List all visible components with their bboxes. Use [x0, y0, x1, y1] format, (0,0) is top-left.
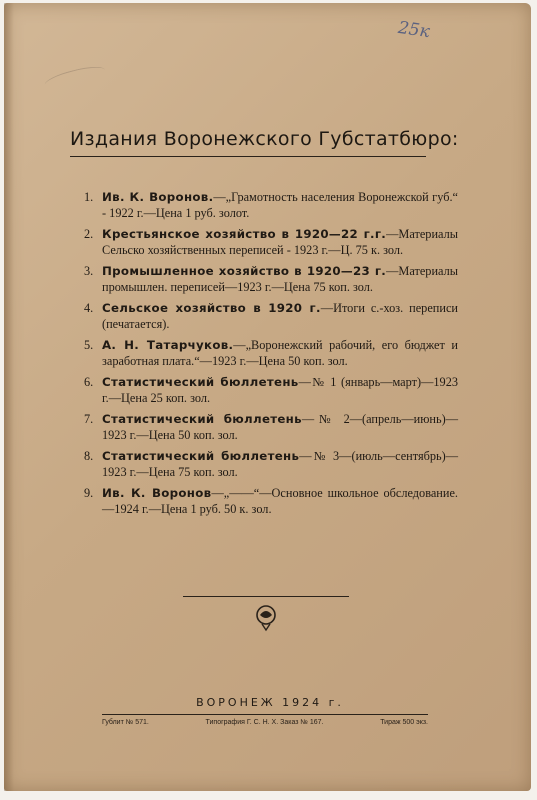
list-item	[84, 486, 458, 517]
item-number: 6.	[84, 375, 94, 389]
item-heading: Ив. К. Воронов.	[102, 190, 214, 204]
item-description: —„Грамотность населения Воронежской губ.“ - 1922 г.—Цена 1 руб. золот.	[102, 190, 458, 220]
item-description: —Итоги с.-хоз. переписи (печатается).	[102, 301, 458, 331]
item-heading: А. Н. Татарчуков.	[102, 338, 234, 352]
item-description: —Материалы Сельско хозяйственных переписей - 1923 г.—Ц. 75 к. зол.	[102, 227, 458, 257]
imprint-line	[102, 719, 428, 726]
item-description: —№ 3—(июль—сентябрь)—1923 г.—Цена 75 коп. зол.	[102, 449, 458, 479]
publication-place-year: ВОРОНЕЖ 1924 г.	[196, 696, 344, 709]
list-item	[84, 449, 458, 480]
item-number: 4.	[84, 301, 94, 315]
list-item	[84, 264, 458, 295]
item-number: 8.	[84, 449, 94, 463]
item-body	[102, 486, 458, 517]
item-description: —„Воронежский рабочий, его бюджет и заработная плата.“—1923 г.—Цена 50 коп. зол.	[102, 338, 458, 368]
item-heading: Статистический бюллетень	[102, 412, 302, 426]
handwritten-note: 25к	[396, 17, 432, 43]
imprint-censor: Гублит № 571.	[102, 719, 149, 726]
item-heading: Ив. К. Воронов	[102, 486, 212, 500]
imprint-printer: Типография Г. С. Н. Х. Заказ № 167.	[205, 719, 324, 726]
imprint-print-run: Тираж 500 экз.	[380, 719, 428, 726]
item-body	[102, 227, 458, 258]
item-description: —„——“—Основное школьное обследование.—1924 г.—Цена 1 руб. 50 к. зол.	[102, 486, 458, 516]
item-heading: Промышленное хозяйство в 1920—23 г.	[102, 264, 387, 278]
ornament-rule	[183, 596, 349, 597]
list-item	[84, 227, 458, 258]
list-item	[84, 190, 458, 221]
item-description: —Материалы промышлен. переписей—1923 г.—Цена 75 коп. зол.	[102, 264, 458, 294]
item-body	[102, 375, 458, 406]
publication-list	[84, 190, 458, 523]
item-description: —№ 1 (январь—март)—1923 г.—Цена 25 коп. зол.	[102, 375, 458, 405]
item-number: 1.	[84, 190, 94, 204]
item-body	[102, 264, 458, 295]
title-underline	[70, 156, 426, 157]
item-description: —№ 2—(апрель—июнь)—1923 г.—Цена 50 коп. зол.	[102, 412, 458, 442]
item-heading: Статистический бюллетень	[102, 449, 300, 463]
item-body	[102, 301, 458, 332]
list-item	[84, 412, 458, 443]
item-number: 3.	[84, 264, 94, 278]
item-body	[102, 338, 458, 369]
item-body	[102, 449, 458, 480]
list-item	[84, 301, 458, 332]
page-title: Издания Воронежского Губстатбюро:	[70, 128, 459, 150]
item-body	[102, 190, 458, 221]
page-edge-shadow	[4, 3, 14, 791]
item-number: 5.	[84, 338, 94, 352]
item-number: 7.	[84, 412, 94, 426]
printer-emblem-icon	[253, 604, 279, 632]
ornament	[183, 592, 349, 636]
item-number: 9.	[84, 486, 94, 500]
list-item	[84, 375, 458, 406]
item-body	[102, 412, 458, 443]
item-heading: Статистический бюллетень	[102, 375, 299, 389]
item-number: 2.	[84, 227, 94, 241]
list-item	[84, 338, 458, 369]
item-heading: Сельское хозяйство в 1920 г.	[102, 301, 321, 315]
item-heading: Крестьянское хозяйство в 1920—22 г.г.	[102, 227, 387, 241]
footer-rule	[102, 714, 428, 715]
